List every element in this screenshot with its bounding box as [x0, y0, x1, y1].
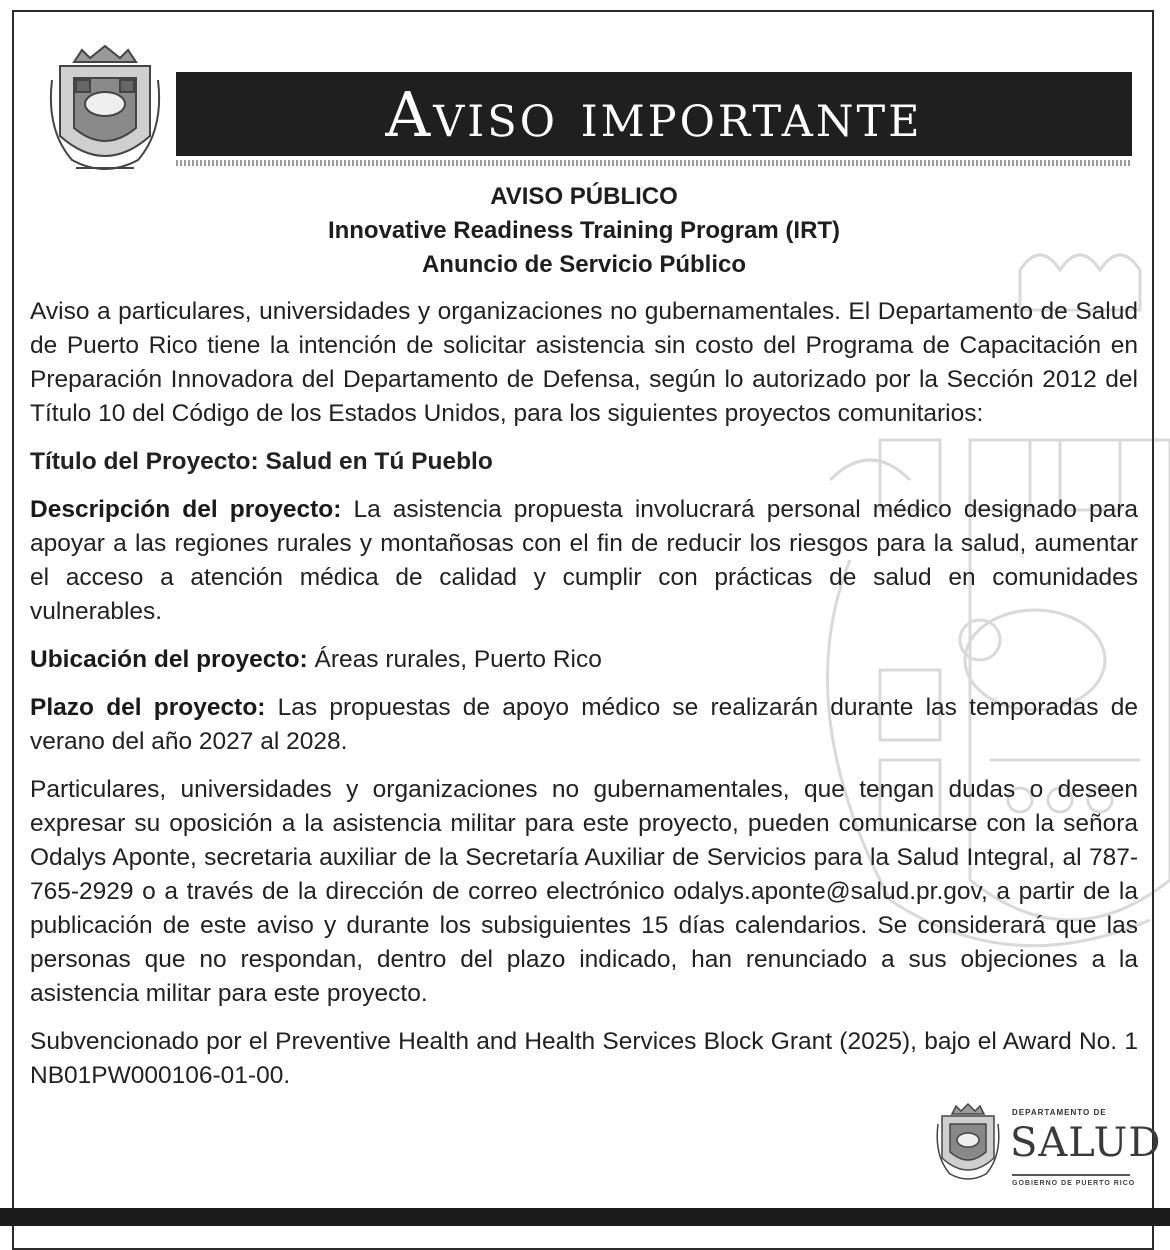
bottom-bar: [0, 1208, 1170, 1226]
department-name: SALUD: [1010, 1120, 1162, 1166]
project-title: Título del Proyecto: Salud en Tú Pueblo: [30, 448, 493, 475]
term-label: Plazo del proyecto:: [30, 694, 266, 721]
puerto-rico-seal-icon: [46, 40, 164, 180]
department-seal-icon: [936, 1102, 1000, 1186]
notice-heading: AVISO PÚBLICO: [490, 183, 678, 210]
program-name: Innovative Readiness Training Program (IRT): [327, 217, 841, 244]
term-text: Las propuestas de apoyo médico se realizarán durante las temporadas de verano del año 2027 al 2028.: [30, 694, 1138, 755]
banner-title: Aviso importante: [385, 77, 923, 151]
department-small-label: DEPARTAMENTO DE: [1012, 1108, 1107, 1117]
intro-paragraph: Aviso a particulares, universidades y organizaciones no gubernamentales. El Departamento de Salud de Puerto Rico tiene la intención de solicitar asistencia sin costo del Programa de Capacitación en Preparación Innovadora del Departamento de Defensa, según lo autorizado por la Sección 2012 del Título 10 del Código de los Estados Unidos, para los siguientes proyectos comunitarios:: [30, 298, 1138, 427]
title-block: [30, 180, 1138, 282]
announcement-subtitle: Anuncio de Servicio Público: [421, 251, 747, 278]
header-rule: [176, 160, 1132, 166]
location-text: Áreas rurales, Puerto Rico: [307, 646, 602, 673]
notice-body: [30, 295, 1138, 1107]
header-banner: [176, 72, 1132, 156]
funding-paragraph: Subvencionado por el Preventive Health and Health Services Block Grant (2025), bajo el Award No. 1 NB01PW000106-01-00.: [30, 1028, 1138, 1089]
government-label: GOBIERNO DE PUERTO RICO: [1012, 1180, 1136, 1187]
description-text: La asistencia propuesta involucrará personal médico designado para apoyar a las regiones rurales y montañosas con el fin de reducir los riesgos para la salud, aumentar el acceso a atención médica de calidad y cumplir con prácticas de salud en comunidades vulnerables.: [30, 496, 1138, 625]
department-rule: [1012, 1174, 1130, 1176]
location-paragraph: [30, 643, 1138, 677]
department-of-health-logo: [936, 1102, 1162, 1190]
contact-paragraph: Particulares, universidades y organizaciones no gubernamentales, que tengan dudas o deseen expresar su oposición a la asistencia militar para este proyecto, pueden comunicarse con la señora Odalys Aponte, secretaria auxiliar de la Secretaría Auxiliar de Servicios para la Salud Integral, al 787-765-2929 o a través de la dirección de correo electrónico odalys.aponte@salud.pr.gov, a partir de la publicación de este aviso y durante los subsiguientes 15 días calendarios. Se considerará que las personas que no respondan, dentro del plazo indicado, han renunciado a sus objeciones a la asistencia militar para este proyecto.: [30, 776, 1138, 1007]
location-label: Ubicación del proyecto:: [30, 646, 308, 673]
term-paragraph: [30, 691, 1138, 759]
description-paragraph: [30, 493, 1138, 629]
description-label: Descripción del proyecto:: [30, 496, 342, 523]
